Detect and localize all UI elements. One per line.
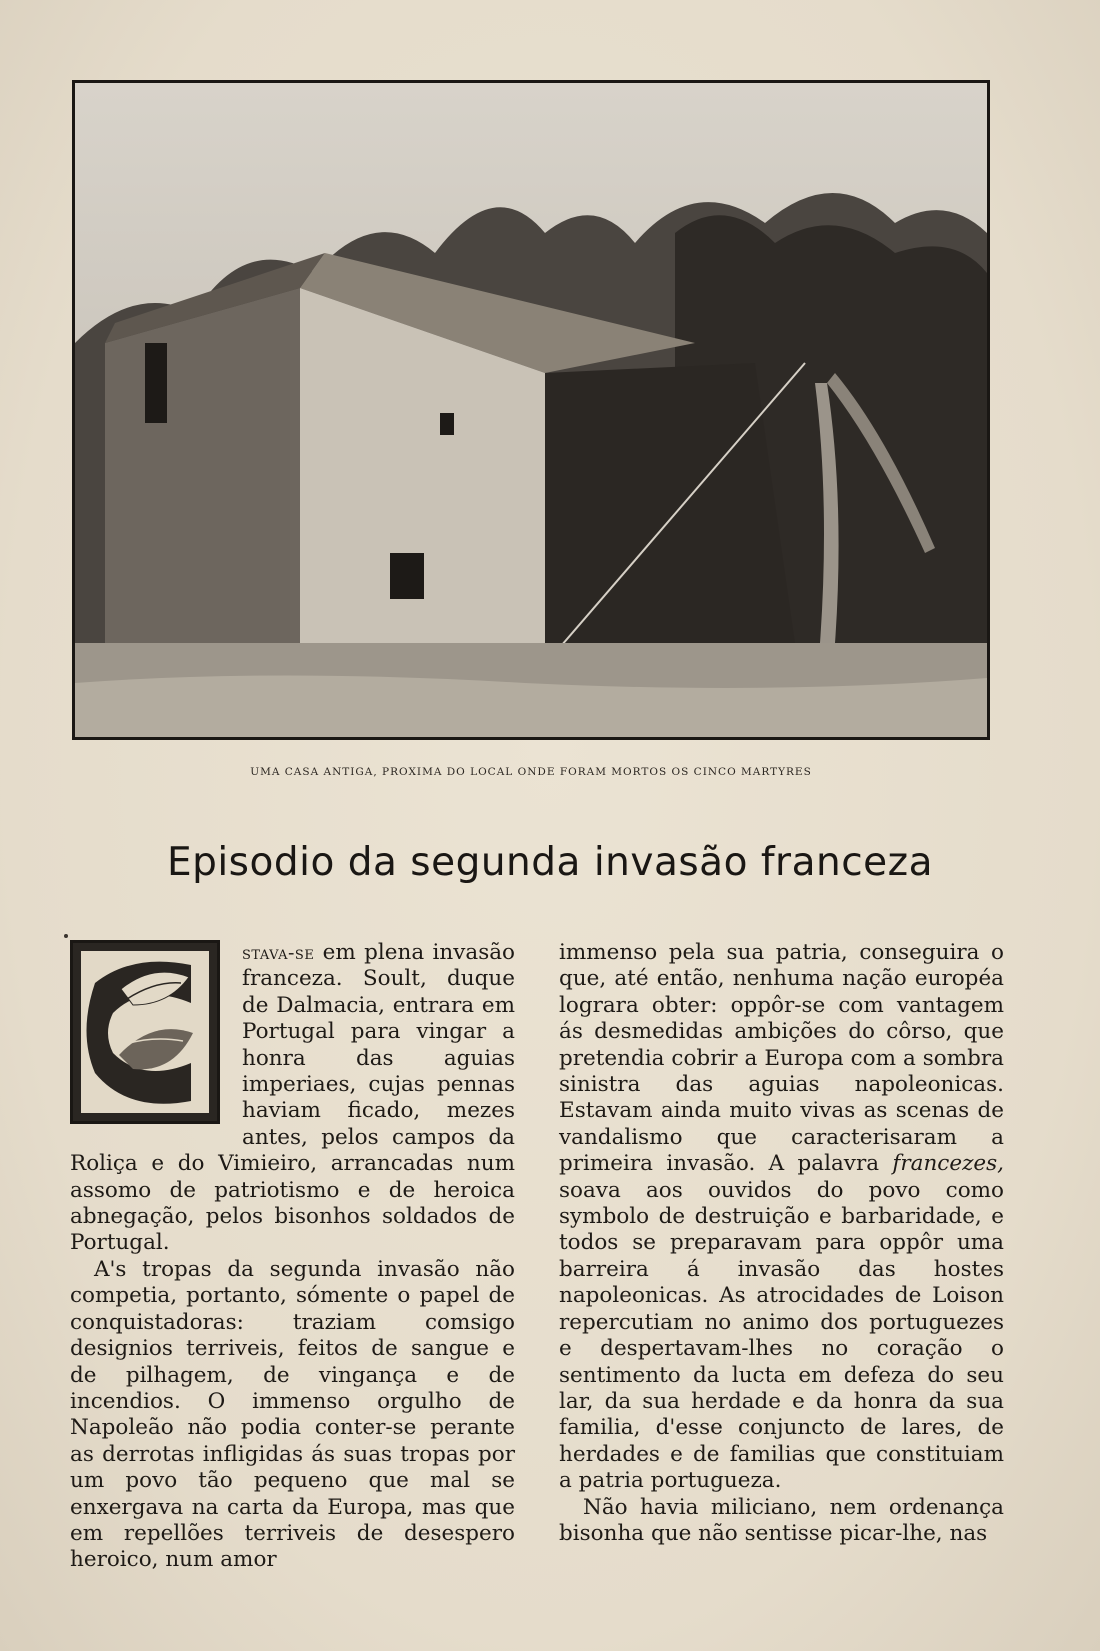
- ornamental-dropcap-icon: [70, 940, 220, 1124]
- paragraph-1: [70, 940, 515, 1257]
- italic-word: francezes,: [892, 1151, 1004, 1177]
- paragraph-3-text-a: immenso pela sua patria, conseguira o que, até então, nenhuma nação européa lograra obter: oppôr-se com vantagem ás desmedidas ambições do côrso, que pretendia cobrir a Europa com a sombra sinistra das aguias napoleonicas. Estavam ainda muito vivas as scenas de vandalismo que caracterisaram a primeira invasão. A palavra: [559, 940, 1004, 1177]
- paragraph-4: Não havia miliciano, nem ordenança bisonha que não sentisse picar-lhe, nas: [559, 1494, 1004, 1546]
- photograph: [72, 80, 990, 740]
- left-column: [70, 940, 515, 1574]
- old-house-photo-icon: [75, 83, 987, 737]
- photo-caption: UMA CASA ANTIGA, PROXIMA DO LOCAL ONDE FORAM MORTOS OS CINCO MARTYRES: [250, 766, 812, 778]
- paragraph-3-text-b: soava aos ouvidos do povo como symbolo de destruição e barbaridade, e todos se preparavam para oppôr uma barreira á invasão das hostes napoleonicas. As atrocidades de Loison repercutiam no animo dos portuguezes e despertavam-lhes no coração o sentimento da lucta em defeza do seu lar, da sua herdade e da honra da sua familia, d'esse conjuncto de lares, de herdades e de familias que constituiam a patria portugueza.: [559, 1177, 1004, 1494]
- paragraph-3: [559, 940, 1004, 1495]
- right-column: [559, 940, 1004, 1547]
- opening-smallcaps: stava-se: [242, 942, 315, 964]
- paragraph-1-text: em plena invasão franceza. Soult, duque de Dalmacia, entrara em Portugal para vingar a honra das aguias imperiaes, cujas pennas haviam ficado, mezes antes, pelos campos da Roliça e do Vimieiro, arrancadas num assomo de patriotismo e de heroica abnegação, pelos bisonhos soldados de Portugal.: [70, 940, 515, 1256]
- article-title: Episodio da segunda invasão franceza: [166, 840, 934, 885]
- printer-mark: [64, 934, 68, 938]
- paragraph-2: A's tropas da segunda invasão não competia, portanto, sómente o papel de conquistadoras: traziam comsigo designios terriveis, feitos de sangue e de pilhagem, de vingança e de incendios. O immenso orgulho de Napoleão não podia conter-se perante as derrotas infligidas ás suas tropas por um povo tão pequeno que mal se enxergava na carta da Europa, mas que em repellões terriveis de desespero heroico, num amor: [70, 1256, 515, 1573]
